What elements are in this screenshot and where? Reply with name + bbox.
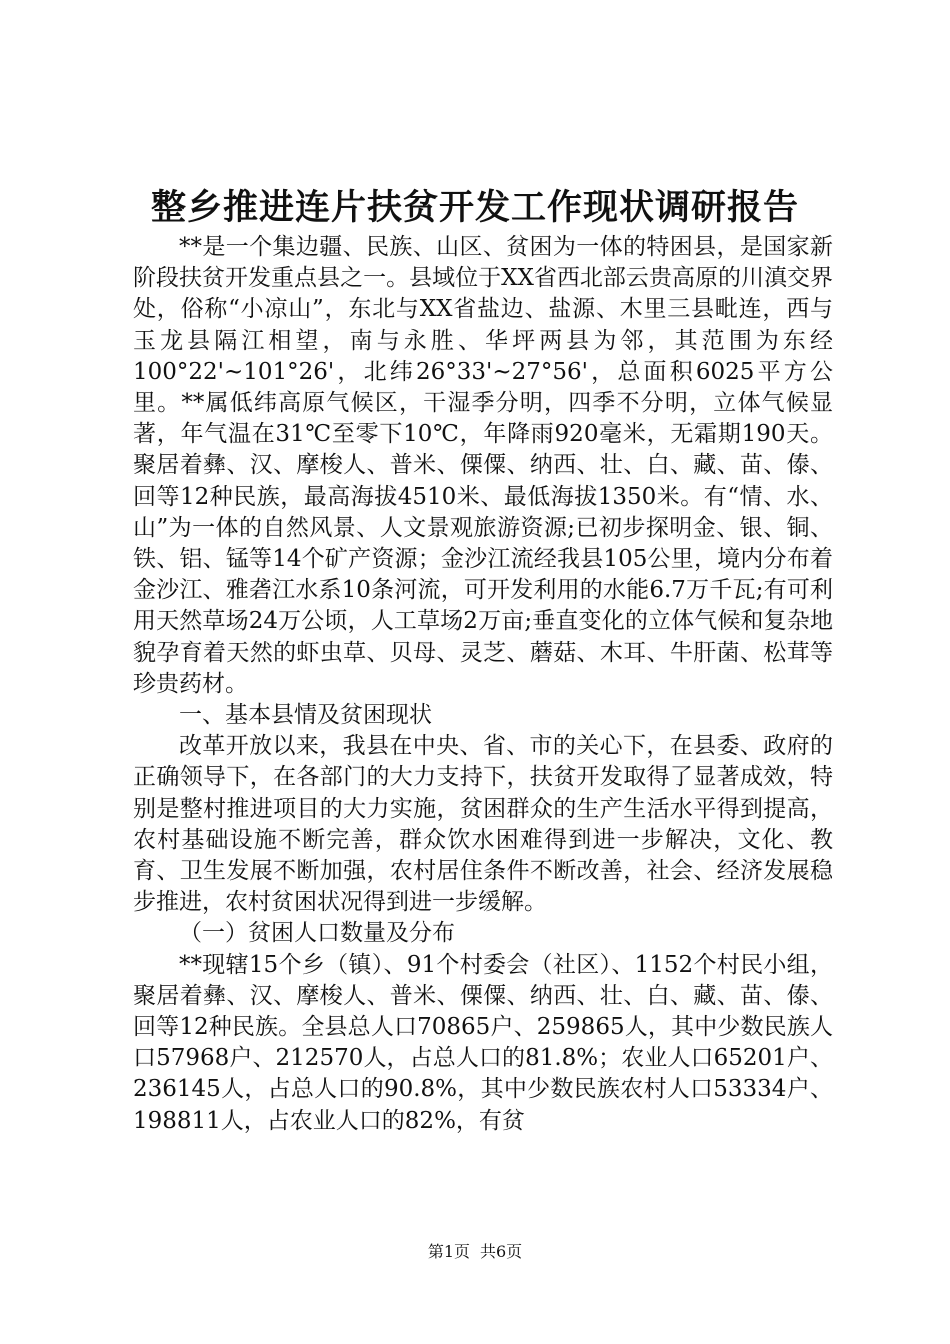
page-total: 共6页 <box>480 1242 523 1261</box>
document-body <box>133 232 833 1137</box>
document-title: 整乡推进连片扶贫开发工作现状调研报告 <box>150 187 799 228</box>
page-footer <box>0 1241 950 1263</box>
section-heading-basic-situation: 一、基本县情及贫困现状 <box>179 702 432 729</box>
paragraph-reform: 改革开放以来，我县在中央、省、市的关心下，在县委、政府的正确领导下，在各部门的大力支持下，扶贫开发取得了显著成效，特别是整村推进项目的大力实施，贫困群众的生产生活水平得到提高，农村基础设施不断完善，群众饮水困难得到进一步解决，文化、教育、卫生发展不断加强，农村居住条件不断改善，社会、经济发展稳步推进，农村贫困状况得到进一步缓解。 <box>133 733 833 916</box>
subsection-heading-poverty-population: （一）贫困人口数量及分布 <box>179 920 455 947</box>
paragraph-intro: **是一个集边疆、民族、山区、贫困为一体的特困县，是国家新阶段扶贫开发重点县之一。县域位于XX省西北部云贵高原的川滇交界处，俗称“小凉山”，东北与XX省盐边、盐源、木里三县毗连，西与玉龙县隔江相望，南与永胜、华坪两县为邻，其范围为东经100°22'~101°26'，北纬26°33'~27°56'，总面积6025平方公里。**属低纬高原气候区，干湿季分明，四季不分明，立体气候显著，年气温在31℃至零下10℃，年降雨920毫米，无霜期190天。聚居着彝、汉、摩梭人、普米、傈僳、纳西、壮、白、藏、苗、傣、回等12种民族，最高海拔4510米、最低海拔1350米。有“情、水、山”为一体的自然风景、人文景观旅游资源;已初步探明金、银、铜、铁、铝、锰等14个矿产资源；金沙江流经我县105公里，境内分布着金沙江、雅砻江水系10条河流，可开发利用的水能6.7万千瓦;有可利用天然草场24万公顷，人工草场2万亩;垂直变化的立体气候和复杂地貌孕育着天然的虾虫草、贝母、灵芝、蘑菇、木耳、牛肝菌、松茸等珍贵药材。 <box>133 234 833 697</box>
page-number: 第1页 <box>427 1242 470 1261</box>
paragraph-population: **现辖15个乡（镇）、91个村委会（社区）、1152个村民小组，聚居着彝、汉、摩梭人、普米、傈僳、纳西、壮、白、藏、苗、傣、回等12种民族。全县总人口70865户、259865人，其中少数民族人口57968户、212570人，占总人口的81.8%；农业人口65201户、236145人，占总人口的90.8%，其中少数民族农村人口53334户、198811人，占农业人口的82%，有贫 <box>133 951 833 1134</box>
